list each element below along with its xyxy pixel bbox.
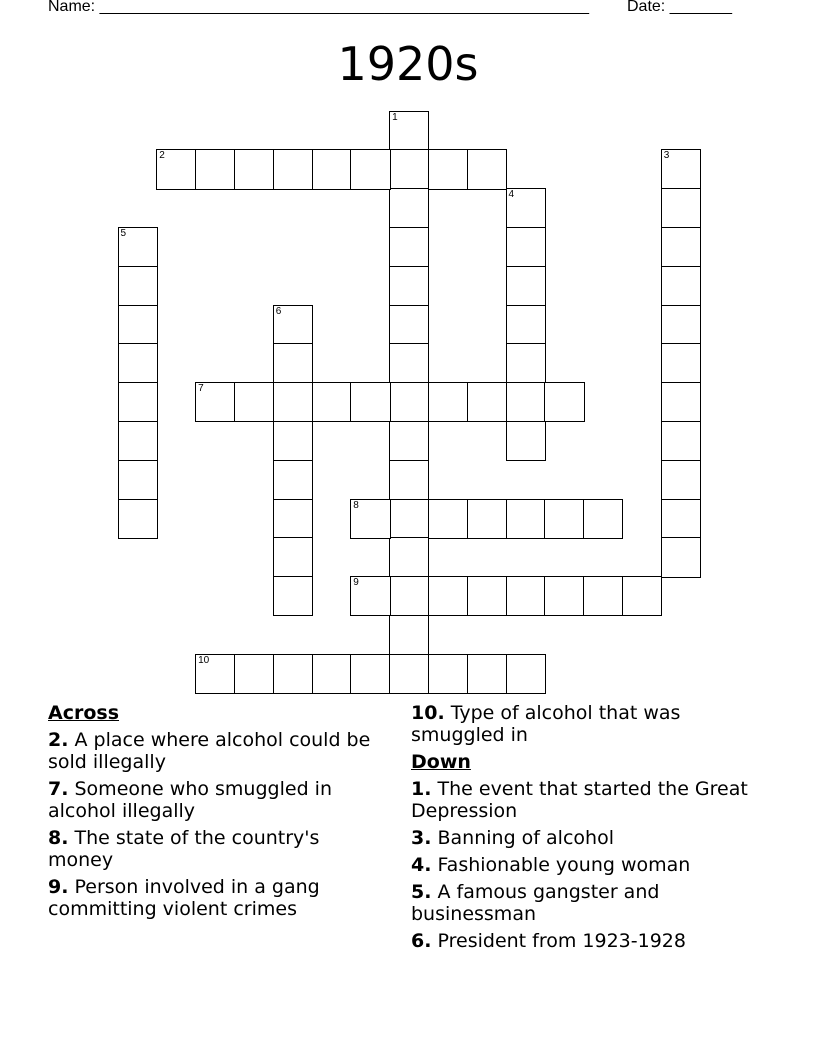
clues-column-left xyxy=(48,702,388,925)
crossword-cell[interactable] xyxy=(273,499,313,539)
crossword-cell[interactable] xyxy=(622,576,662,616)
clue-text: Fashionable young woman xyxy=(437,854,691,876)
crossword-cell[interactable] xyxy=(506,305,546,345)
crossword-cell[interactable] xyxy=(273,382,313,422)
crossword-cell[interactable] xyxy=(273,654,313,694)
clue-across-9 xyxy=(48,876,388,920)
crossword-cell[interactable] xyxy=(428,654,468,694)
cell-number: 9 xyxy=(353,577,359,589)
cell-number: 3 xyxy=(663,150,670,162)
crossword-cell[interactable] xyxy=(583,499,623,539)
crossword-cell[interactable] xyxy=(389,111,429,151)
clue-down-3 xyxy=(411,827,771,849)
crossword-cell[interactable] xyxy=(428,382,468,422)
crossword-cell[interactable] xyxy=(389,499,429,539)
clue-down-6 xyxy=(411,930,771,952)
crossword-cell[interactable] xyxy=(661,537,701,577)
crossword-cell[interactable] xyxy=(118,460,158,500)
crossword-cell[interactable] xyxy=(506,188,546,228)
crossword-cell[interactable] xyxy=(389,149,429,189)
crossword-cell[interactable] xyxy=(506,499,546,539)
crossword-cell[interactable] xyxy=(312,654,352,694)
crossword-cell[interactable] xyxy=(312,149,352,189)
crossword-cell[interactable] xyxy=(350,576,390,616)
crossword-cell[interactable] xyxy=(234,382,274,422)
crossword-cell[interactable] xyxy=(195,382,235,422)
crossword-cell[interactable] xyxy=(661,460,701,500)
cell-number: 4 xyxy=(508,189,515,201)
cell-number: 10 xyxy=(198,654,210,666)
crossword-cell[interactable] xyxy=(506,382,546,422)
crossword-cell[interactable] xyxy=(273,343,313,383)
page-title: 1920s xyxy=(337,37,479,91)
crossword-cell[interactable] xyxy=(350,149,390,189)
crossword-cell[interactable] xyxy=(467,149,507,189)
crossword-cell[interactable] xyxy=(195,654,235,694)
clue-number: 5. xyxy=(411,881,432,903)
crossword-cell[interactable] xyxy=(467,499,507,539)
clue-text: The event that started the Great Depression xyxy=(411,778,748,822)
crossword-cell[interactable] xyxy=(350,654,390,694)
clue-down-4 xyxy=(411,854,771,876)
clue-number: 9. xyxy=(48,876,69,898)
clue-number: 2. xyxy=(48,729,69,751)
crossword-cell[interactable] xyxy=(389,343,429,383)
crossword-cell[interactable] xyxy=(506,266,546,306)
clue-text: A famous gangster and businessman xyxy=(411,881,660,925)
crossword-cell[interactable] xyxy=(506,654,546,694)
crossword-cell[interactable] xyxy=(118,421,158,461)
name-field-label: Name: _______________________________________________________ xyxy=(48,0,589,15)
clue-text: The state of the country's money xyxy=(48,827,320,871)
crossword-cell[interactable] xyxy=(389,266,429,306)
crossword-cell[interactable] xyxy=(273,421,313,461)
crossword-cell[interactable] xyxy=(350,499,390,539)
crossword-cell[interactable] xyxy=(389,460,429,500)
crossword-cell[interactable] xyxy=(661,305,701,345)
clue-across-7 xyxy=(48,778,388,822)
crossword-cell[interactable] xyxy=(389,537,429,577)
crossword-cell[interactable] xyxy=(312,382,352,422)
crossword-cell[interactable] xyxy=(661,382,701,422)
clues-column-right xyxy=(411,702,771,957)
crossword-cell[interactable] xyxy=(661,499,701,539)
date-field-label: Date: _______ xyxy=(627,0,732,15)
cell-number: 2 xyxy=(159,150,165,162)
crossword-cell[interactable] xyxy=(467,382,507,422)
cell-number: 7 xyxy=(198,383,204,395)
crossword-cell[interactable] xyxy=(583,576,623,616)
crossword-cell[interactable] xyxy=(118,266,158,306)
crossword-cell[interactable] xyxy=(544,499,584,539)
crossword-cell[interactable] xyxy=(234,149,274,189)
clue-text: Type of alcohol that was smuggled in xyxy=(411,702,681,746)
crossword-cell[interactable] xyxy=(273,460,313,500)
crossword-cell[interactable] xyxy=(661,188,701,228)
clue-text: Banning of alcohol xyxy=(437,827,614,849)
clue-across-2 xyxy=(48,729,388,773)
crossword-cell[interactable] xyxy=(428,576,468,616)
crossword-cell[interactable] xyxy=(389,305,429,345)
clue-across-10 xyxy=(411,702,771,746)
crossword-cell[interactable] xyxy=(389,421,429,461)
clue-text: Person involved in a gang committing violent crimes xyxy=(48,876,320,920)
crossword-cell[interactable] xyxy=(467,654,507,694)
crossword-cell[interactable] xyxy=(273,537,313,577)
clue-number: 8. xyxy=(48,827,69,849)
down-heading: Down xyxy=(411,751,471,773)
cell-number: 8 xyxy=(353,499,359,511)
cell-number: 6 xyxy=(275,305,282,317)
crossword-cell[interactable] xyxy=(195,149,235,189)
crossword-cell[interactable] xyxy=(661,227,701,267)
clue-text: President from 1923-1928 xyxy=(437,930,686,952)
crossword-cell[interactable] xyxy=(118,305,158,345)
crossword-cell[interactable] xyxy=(544,382,584,422)
crossword-cell[interactable] xyxy=(118,227,158,267)
crossword-cell[interactable] xyxy=(661,149,701,189)
crossword-cell[interactable] xyxy=(156,149,196,189)
crossword-cell[interactable] xyxy=(389,615,429,655)
crossword-cell[interactable] xyxy=(428,499,468,539)
crossword-cell[interactable] xyxy=(389,188,429,228)
crossword-cell[interactable] xyxy=(118,499,158,539)
cell-number: 5 xyxy=(120,227,127,239)
clue-across-8 xyxy=(48,827,388,871)
crossword-cell[interactable] xyxy=(544,576,584,616)
crossword-cell[interactable] xyxy=(389,227,429,267)
crossword-cell[interactable] xyxy=(467,576,507,616)
clue-number: 1. xyxy=(411,778,432,800)
clue-number: 4. xyxy=(411,854,432,876)
crossword-cell[interactable] xyxy=(350,382,390,422)
crossword-cell[interactable] xyxy=(389,654,429,694)
clue-number: 10. xyxy=(411,702,445,724)
clue-number: 3. xyxy=(411,827,432,849)
clue-number: 6. xyxy=(411,930,432,952)
across-heading: Across xyxy=(48,702,120,724)
crossword-cell[interactable] xyxy=(428,149,468,189)
crossword-cell[interactable] xyxy=(506,421,546,461)
crossword-cell[interactable] xyxy=(506,343,546,383)
clue-text: A place where alcohol could be sold illegally xyxy=(48,729,371,773)
crossword-cell[interactable] xyxy=(389,382,429,422)
clue-down-5 xyxy=(411,881,771,925)
clue-number: 7. xyxy=(48,778,69,800)
clue-down-1 xyxy=(411,778,771,822)
crossword-cell[interactable] xyxy=(273,576,313,616)
crossword-cell[interactable] xyxy=(506,576,546,616)
crossword-cell[interactable] xyxy=(661,421,701,461)
crossword-cell[interactable] xyxy=(506,227,546,267)
crossword-cell[interactable] xyxy=(118,382,158,422)
crossword-cell[interactable] xyxy=(234,654,274,694)
crossword-cell[interactable] xyxy=(273,149,313,189)
crossword-cell[interactable] xyxy=(389,576,429,616)
crossword-cell[interactable] xyxy=(661,266,701,306)
crossword-cell[interactable] xyxy=(118,343,158,383)
clue-text: Someone who smuggled in alcohol illegally xyxy=(48,778,332,822)
crossword-cell[interactable] xyxy=(273,305,313,345)
cell-number: 1 xyxy=(392,111,398,123)
crossword-cell[interactable] xyxy=(661,343,701,383)
